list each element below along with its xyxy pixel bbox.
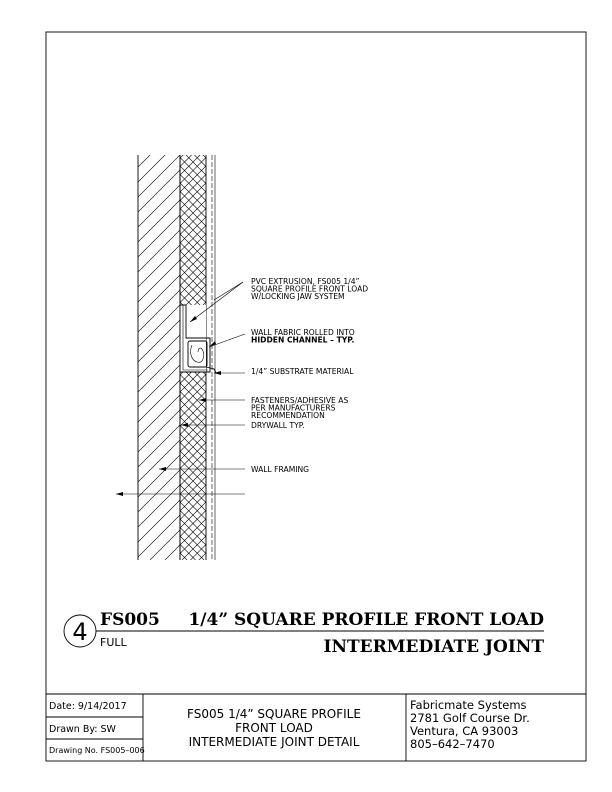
detail-number: 4 — [72, 618, 88, 646]
tb-company-4: 805–642–7470 — [410, 737, 495, 751]
callout-labels — [251, 277, 368, 474]
callout-fasteners-top — [251, 277, 368, 301]
tb-drawing-no: Drawing No. FS005–006 — [49, 746, 145, 755]
callout-line: PER MANUFACTURERS — [251, 403, 336, 413]
callout-line: DRYWALL TYP. — [251, 421, 305, 430]
callout-line: RECOMMENDATION — [251, 411, 325, 421]
callout-line: WALL FRAMING — [251, 465, 310, 474]
callout-wall-fabric — [251, 367, 354, 376]
tb-company-2: 2781 Golf Course Dr. — [410, 711, 530, 725]
callout-fasteners-lower — [251, 421, 305, 430]
detail-title — [64, 610, 544, 657]
tb-drawn-by: Drawn By: SW — [49, 724, 116, 735]
callout-drywall — [251, 465, 309, 474]
callout-line: 1/4” SUBSTRATE MATERIAL — [251, 367, 354, 376]
detail-scale: FULL — [100, 636, 127, 649]
tb-company-3: Ventura, CA 93003 — [410, 724, 519, 738]
tb-description-3: INTERMEDIATE JOINT DETAIL — [188, 735, 360, 749]
detail-title-line2: INTERMEDIATE JOINT — [323, 637, 544, 657]
pvc-extrusion — [180, 305, 216, 373]
tb-company-1: Fabricmate Systems — [410, 698, 527, 712]
callout-line: FASTENERS/ADHESIVE AS — [251, 396, 349, 405]
callout-substrate — [251, 396, 348, 420]
drywall-hatch — [138, 95, 180, 647]
callout-line: HIDDEN CHANNEL – TYP. — [251, 335, 355, 345]
callout-pvc-extrusion — [251, 328, 355, 345]
detail-title-line1: 1/4” SQUARE PROFILE FRONT LOAD — [188, 610, 544, 630]
tb-description-1: FS005 1/4” SQUARE PROFILE — [187, 707, 361, 721]
title-block — [46, 694, 586, 761]
tb-description-2: FRONT LOAD — [235, 721, 313, 735]
callout-line: W/LOCKING JAW SYSTEM — [251, 292, 345, 302]
wall-fabric-line — [212, 155, 215, 560]
callout-line: PVC EXTRUSION, FS005 1/4” — [251, 277, 360, 286]
detail-code: FS005 — [100, 610, 160, 630]
callout-line: WALL FABRIC ROLLED INTO — [251, 328, 355, 337]
callout-line: SQUARE PROFILE FRONT LOAD — [251, 284, 369, 294]
tb-date: Date: 9/14/2017 — [49, 701, 127, 712]
